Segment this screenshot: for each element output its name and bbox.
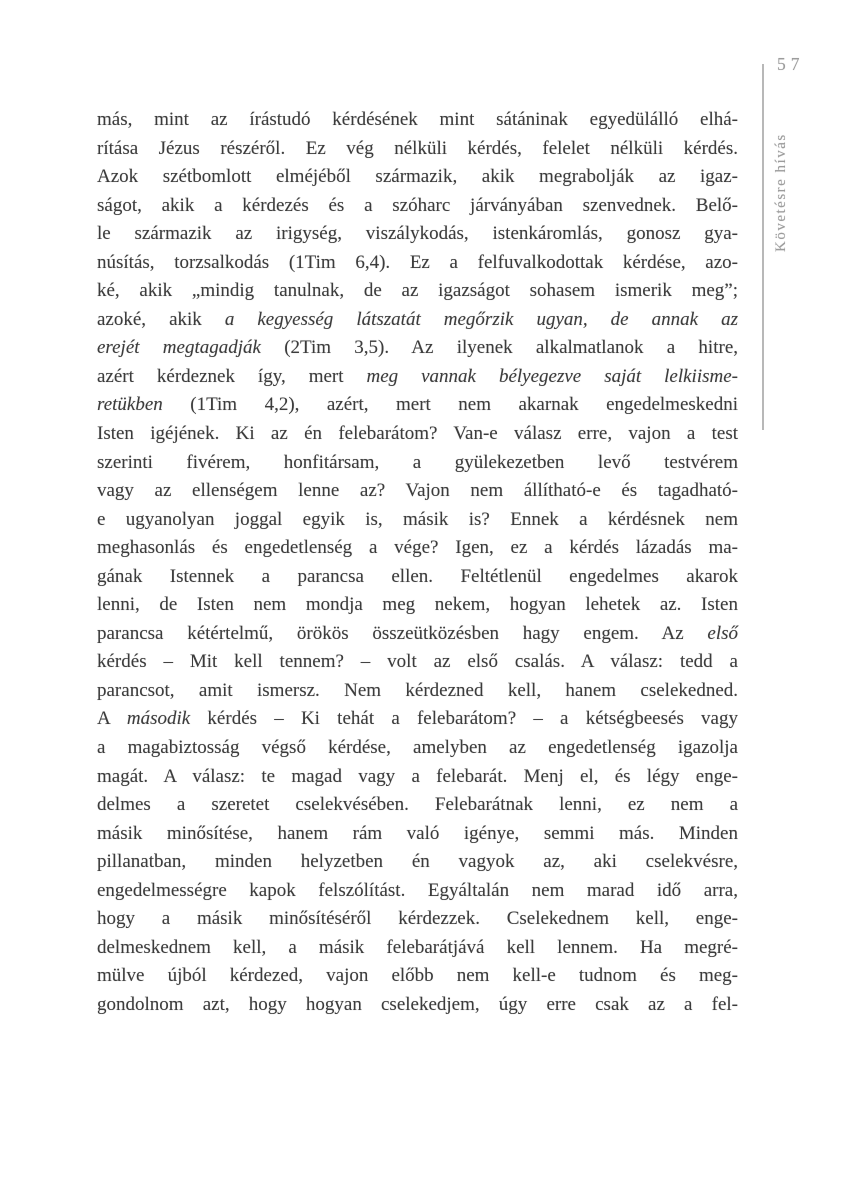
- text-segment: lenni, de Isten nem mondja meg nekem, hogyan lehetek az. Isten: [97, 594, 738, 616]
- text-line: [97, 763, 738, 792]
- text-segment: parancsa kétértelmű, örökös összeütközésben hagy engem. Az: [97, 622, 708, 644]
- text-segment: parancsot, amit ismersz. Nem kérdezned kell, hanem cselekedned.: [97, 679, 738, 701]
- text-line: [97, 220, 738, 249]
- text-segment: hogy a másik minősítéséről kérdezzek. Cselekednem kell, enge-: [97, 908, 738, 930]
- text-line: [97, 591, 738, 620]
- text-line: [97, 534, 738, 563]
- text-line: [97, 363, 738, 392]
- text-line: [97, 677, 738, 706]
- text-segment: le származik az irigység, viszálykodás, istenkáromlás, gonosz gya-: [97, 223, 738, 245]
- text-segment: (2Tim 3,5). Az ilyenek alkalmatlanok a hitre,: [260, 337, 738, 359]
- text-segment: meghasonlás és engedetlenség a vége? Igen, ez a kérdés lázadás ma-: [97, 537, 738, 559]
- text-segment: delmeskednem kell, a másik felebarátjává kell lennem. Ha megré-: [97, 936, 738, 958]
- text-line: [97, 449, 738, 478]
- margin-rule: [762, 64, 764, 430]
- text-line: [97, 192, 738, 221]
- text-line: [97, 506, 738, 535]
- text-segment: pillanatban, minden helyzetben én vagyok az, aki cselekvésre,: [97, 851, 738, 873]
- italic-text-segment: meg vannak bélyegezve saját lelkiisme-: [366, 365, 738, 387]
- text-line: [97, 962, 738, 991]
- text-segment: delmes a szeretet cselekvésében. Felebarátnak lenni, ez nem a: [97, 794, 738, 816]
- text-segment: másik minősítése, hanem rám való igénye, semmi más. Minden: [97, 822, 738, 844]
- italic-text-segment: retükben: [97, 394, 163, 416]
- text-line: [97, 734, 738, 763]
- text-line: [97, 135, 738, 164]
- text-line: [97, 277, 738, 306]
- text-segment: kérdés – Mit kell tennem? – volt az első csalás. A válasz: tedd a: [97, 651, 738, 673]
- page-number: 57: [777, 54, 805, 74]
- text-segment: más, mint az írástudó kérdésének mint sátáninak egyedülálló elhá-: [97, 109, 738, 130]
- text-line: [97, 477, 738, 506]
- italic-text-segment: első: [707, 622, 738, 644]
- text-line: [97, 705, 738, 734]
- text-segment: A: [97, 708, 127, 730]
- text-line: [97, 306, 738, 335]
- text-line: [97, 848, 738, 877]
- text-line: [97, 163, 738, 192]
- text-segment: Azok szétbomlott elméjéből származik, akik megrabolják az igaz-: [97, 166, 738, 188]
- text-segment: Isten igéjének. Ki az én felebarátom? Van-e válasz erre, vajon a test: [97, 423, 738, 445]
- text-segment: azoké, akik: [97, 308, 225, 330]
- text-line: [97, 391, 738, 420]
- text-segment: azért kérdeznek így, mert: [97, 365, 367, 387]
- text-line: [97, 249, 738, 278]
- text-line: [97, 106, 738, 135]
- text-segment: a magabiztosság végső kérdése, amelyben az engedetlenség igazolja: [97, 737, 738, 759]
- text-segment: e ugyanolyan joggal egyik is, másik is? Ennek a kérdésnek nem: [97, 508, 738, 530]
- text-line: [97, 620, 738, 649]
- text-segment: gondolnom azt, hogy hogyan cselekedjem, úgy erre csak az a fel-: [97, 993, 738, 1015]
- italic-text-segment: második: [126, 708, 191, 730]
- text-line: [97, 820, 738, 849]
- body-text: [97, 106, 738, 1020]
- text-segment: rítása Jézus részéről. Ez vég nélküli kérdés, felelet nélküli kérdés.: [97, 137, 738, 159]
- text-segment: kérdés – Ki tehát a felebarátom? – a kétségbeesés vagy: [190, 708, 738, 730]
- text-segment: magát. A válasz: te magad vagy a felebarát. Menj el, és légy enge-: [97, 765, 738, 787]
- text-segment: ságot, akik a kérdezés és a szóharc járványában szenvednek. Belő-: [97, 194, 738, 216]
- text-line: [97, 905, 738, 934]
- text-segment: (1Tim 4,2), azért, mert nem akarnak engedelmeskedni: [162, 394, 738, 416]
- text-line: [97, 334, 738, 363]
- text-segment: szerinti fivérem, honfitársam, a gyülekezetben levő testvérem: [97, 451, 738, 473]
- text-line: [97, 563, 738, 592]
- text-line: [97, 991, 738, 1020]
- text-segment: engedelmességre kapok felszólítást. Egyáltalán nem marad idő arra,: [97, 879, 738, 901]
- text-segment: vagy az ellenségem lenne az? Vajon nem állítható-e és tagadható-: [97, 480, 738, 502]
- text-segment: ké, akik „mindig tanulnak, de az igazságot sohasem ismerik meg”;: [97, 280, 738, 302]
- text-line: [97, 648, 738, 677]
- chapter-margin-label: Követésre hívás: [773, 133, 789, 252]
- text-segment: núsítás, torzsalkodás (1Tim 6,4). Ez a felfuvalkodottak kérdése, azo-: [97, 251, 738, 273]
- text-line: [97, 791, 738, 820]
- text-line: [97, 420, 738, 449]
- italic-text-segment: a kegyesség látszatát megőrzik ugyan, de annak az: [224, 308, 738, 330]
- italic-text-segment: erejét megtagadják: [97, 337, 261, 359]
- text-line: [97, 934, 738, 963]
- text-segment: mülve újból kérdezed, vajon előbb nem kell-e tudnom és meg-: [97, 965, 738, 987]
- text-segment: gának Istennek a parancsa ellen. Feltétlenül engedelmes akarok: [97, 565, 738, 587]
- text-line: [97, 877, 738, 906]
